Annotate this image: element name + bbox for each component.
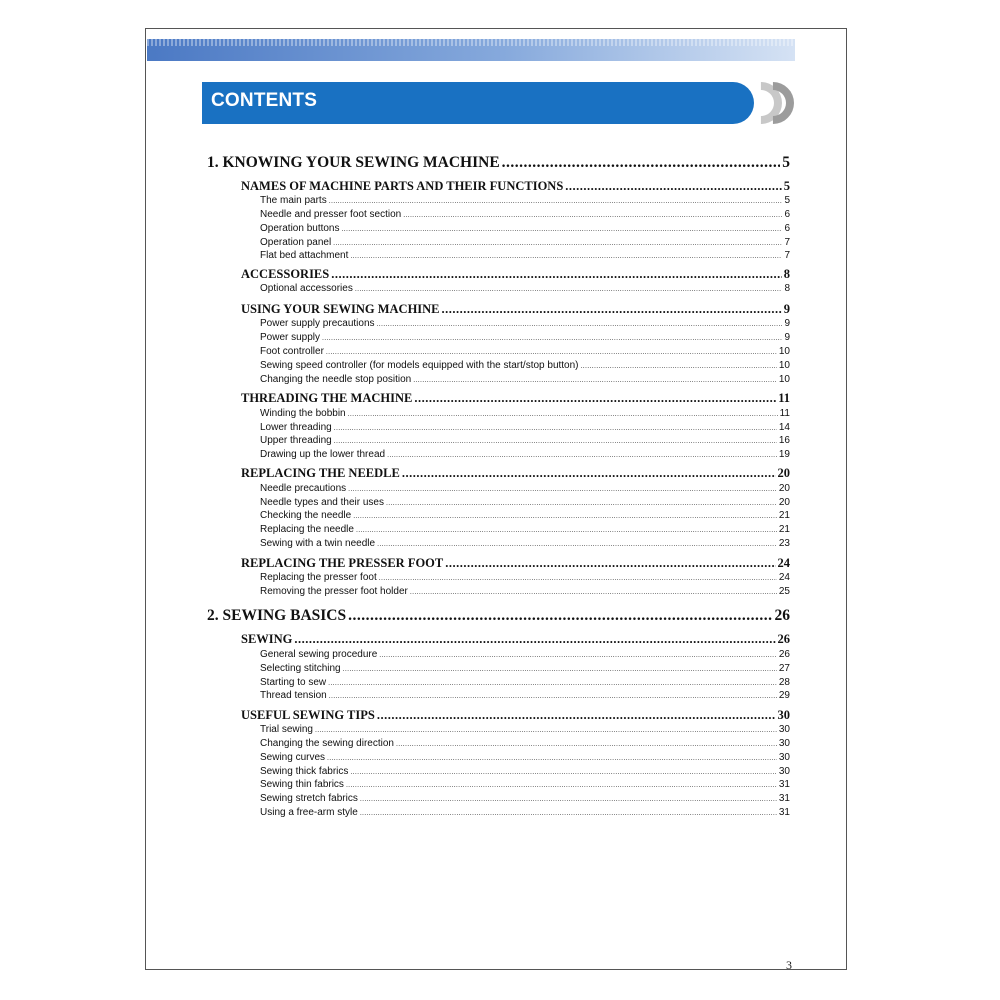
dot-leader xyxy=(356,524,777,535)
toc-entry-title: Drawing up the lower thread xyxy=(260,449,386,460)
toc-entry-title: THREADING THE MACHINE xyxy=(241,391,413,405)
toc-entry-title: The main parts xyxy=(260,195,327,206)
toc-item-row xyxy=(260,209,790,222)
toc-entry-page: 24 xyxy=(778,572,790,583)
toc-item-row xyxy=(260,422,790,435)
toc-item-row xyxy=(260,250,790,263)
toc-item-row xyxy=(260,483,790,496)
toc-entry-page: 7 xyxy=(784,250,790,261)
toc-entry-title: Needle types and their uses xyxy=(260,497,384,508)
toc-entry-title: Using a free-arm style xyxy=(260,807,358,818)
toc-entry-page: 20 xyxy=(778,497,790,508)
toc-entry-page: 10 xyxy=(778,346,790,357)
toc-entry-title: Power supply xyxy=(260,332,321,343)
toc-section-row xyxy=(241,708,790,723)
toc-entry-page: 5 xyxy=(784,195,790,206)
dot-leader xyxy=(387,449,777,460)
toc-item-row xyxy=(260,318,790,331)
toc-entry-page: 26 xyxy=(774,607,790,624)
toc-entry-page: 7 xyxy=(784,237,790,248)
toc-entry-title: 1. KNOWING YOUR SEWING MACHINE xyxy=(207,154,500,171)
toc-chapter-row xyxy=(207,607,790,625)
toc-entry-title: Sewing with a twin needle xyxy=(260,538,376,549)
toc-entry-title: Changing the sewing direction xyxy=(260,738,394,749)
dot-leader xyxy=(343,663,777,674)
dot-leader xyxy=(328,677,777,688)
toc-item-row xyxy=(260,779,790,792)
toc-section-row xyxy=(241,556,790,571)
dot-leader xyxy=(377,318,783,329)
dot-leader xyxy=(410,586,777,597)
toc-entry-page: 8 xyxy=(783,267,790,281)
toc-item-row xyxy=(260,237,790,250)
toc-entry-title: Upper threading xyxy=(260,435,332,446)
toc-entry-title: Changing the needle stop position xyxy=(260,374,412,385)
toc-entry-title: Operation panel xyxy=(260,237,332,248)
dot-leader xyxy=(403,209,782,220)
toc-entry-page: 21 xyxy=(778,524,790,535)
toc-entry-title: REPLACING THE NEEDLE xyxy=(241,466,400,480)
toc-entry-title: Winding the bobbin xyxy=(260,408,346,419)
toc-entry-page: 21 xyxy=(778,510,790,521)
toc-entry-title: Replacing the presser foot xyxy=(260,572,377,583)
dot-leader xyxy=(414,391,776,406)
dot-leader xyxy=(348,483,777,494)
toc-section-row xyxy=(241,632,790,647)
toc-item-row xyxy=(260,510,790,523)
toc-section-row xyxy=(241,302,790,317)
table-of-contents xyxy=(146,29,848,971)
toc-entry-title: Sewing speed controller (for models equipped with the start/stop button) xyxy=(260,360,579,371)
toc-entry-page: 6 xyxy=(784,223,790,234)
toc-item-row xyxy=(260,690,790,703)
toc-item-row xyxy=(260,663,790,676)
toc-entry-title: ACCESSORIES xyxy=(241,267,330,281)
toc-item-row xyxy=(260,497,790,510)
dot-leader xyxy=(377,538,777,549)
toc-item-row xyxy=(260,649,790,662)
toc-entry-page: 31 xyxy=(778,807,790,818)
dot-leader xyxy=(329,195,783,206)
toc-item-row xyxy=(260,374,790,387)
toc-entry-page: 26 xyxy=(777,632,790,646)
dot-leader xyxy=(350,766,777,777)
toc-item-row xyxy=(260,738,790,751)
toc-entry-page: 19 xyxy=(778,449,790,460)
dot-leader xyxy=(402,466,776,481)
toc-entry-title: Trial sewing xyxy=(260,724,313,735)
toc-entry-title: Sewing thick fabrics xyxy=(260,766,349,777)
dot-leader xyxy=(360,793,777,804)
toc-entry-page: 10 xyxy=(778,360,790,371)
dot-leader xyxy=(442,302,782,317)
toc-entry-title: Power supply precautions xyxy=(260,318,375,329)
dot-leader xyxy=(377,708,776,723)
toc-entry-title: SEWING xyxy=(241,632,293,646)
dot-leader xyxy=(379,649,777,660)
toc-entry-page: 10 xyxy=(778,374,790,385)
dot-leader xyxy=(315,724,777,735)
dot-leader xyxy=(326,346,777,357)
dot-leader xyxy=(350,250,782,261)
toc-entry-title: General sewing procedure xyxy=(260,649,378,660)
dot-leader xyxy=(329,690,777,701)
toc-entry-page: 27 xyxy=(778,663,790,674)
dot-leader xyxy=(334,435,777,446)
dot-leader xyxy=(581,360,777,371)
dot-leader xyxy=(348,607,772,625)
toc-section-row xyxy=(241,267,790,282)
toc-section-row xyxy=(241,391,790,406)
toc-entry-page: 11 xyxy=(779,408,790,419)
dot-leader xyxy=(331,267,782,282)
toc-entry-page: 24 xyxy=(777,556,790,570)
dot-leader xyxy=(327,752,777,763)
dot-leader xyxy=(353,510,777,521)
toc-entry-title: Foot controller xyxy=(260,346,324,357)
toc-entry-title: REPLACING THE PRESSER FOOT xyxy=(241,556,444,570)
toc-section-row xyxy=(241,466,790,481)
dot-leader xyxy=(360,807,777,818)
toc-item-row xyxy=(260,677,790,690)
toc-entry-page: 20 xyxy=(777,466,790,480)
toc-item-row xyxy=(260,752,790,765)
dot-leader xyxy=(348,408,778,419)
document-page xyxy=(145,28,847,970)
toc-entry-page: 25 xyxy=(778,586,790,597)
toc-entry-page: 6 xyxy=(784,209,790,220)
toc-entry-title: 2. SEWING BASICS xyxy=(207,607,347,624)
toc-entry-title: Thread tension xyxy=(260,690,327,701)
toc-item-row xyxy=(260,766,790,779)
toc-item-row xyxy=(260,195,790,208)
toc-item-row xyxy=(260,586,790,599)
toc-entry-title: Needle precautions xyxy=(260,483,347,494)
toc-item-row xyxy=(260,807,790,820)
toc-item-row xyxy=(260,524,790,537)
toc-item-row xyxy=(260,538,790,551)
toc-entry-title: Lower threading xyxy=(260,422,332,433)
toc-item-row xyxy=(260,360,790,373)
toc-entry-page: 11 xyxy=(778,391,790,405)
toc-item-row xyxy=(260,283,790,296)
dot-leader xyxy=(502,154,781,172)
dot-leader xyxy=(294,632,775,647)
dot-leader xyxy=(565,179,781,194)
toc-item-row xyxy=(260,724,790,737)
toc-entry-title: Selecting stitching xyxy=(260,663,341,674)
dot-leader xyxy=(322,332,782,343)
toc-item-row xyxy=(260,408,790,421)
toc-entry-title: Removing the presser foot holder xyxy=(260,586,408,597)
dot-leader xyxy=(333,237,782,248)
toc-entry-page: 31 xyxy=(778,779,790,790)
toc-item-row xyxy=(260,346,790,359)
toc-entry-page: 26 xyxy=(778,649,790,660)
dot-leader xyxy=(413,374,777,385)
toc-entry-page: 8 xyxy=(784,283,790,294)
page-title: CONTENTS xyxy=(211,90,318,111)
toc-entry-title: Optional accessories xyxy=(260,283,353,294)
toc-entry-page: 29 xyxy=(778,690,790,701)
toc-entry-title: Sewing thin fabrics xyxy=(260,779,344,790)
dot-leader xyxy=(355,283,783,294)
toc-entry-title: Needle and presser foot section xyxy=(260,209,402,220)
toc-entry-page: 5 xyxy=(783,179,790,193)
toc-section-row xyxy=(241,179,790,194)
dot-leader xyxy=(386,497,777,508)
toc-item-row xyxy=(260,449,790,462)
toc-entry-page: 23 xyxy=(778,538,790,549)
toc-entry-title: Sewing stretch fabrics xyxy=(260,793,358,804)
toc-entry-title: Replacing the needle xyxy=(260,524,354,535)
toc-entry-title: USEFUL SEWING TIPS xyxy=(241,708,375,722)
dot-leader xyxy=(396,738,777,749)
toc-entry-page: 9 xyxy=(784,332,790,343)
toc-item-row xyxy=(260,435,790,448)
toc-entry-page: 28 xyxy=(778,677,790,688)
toc-entry-title: NAMES OF MACHINE PARTS AND THEIR FUNCTIONS xyxy=(241,179,564,193)
toc-item-row xyxy=(260,223,790,236)
toc-entry-page: 30 xyxy=(778,766,790,777)
page-number: 3 xyxy=(786,958,792,972)
toc-entry-page: 9 xyxy=(784,318,790,329)
toc-item-row xyxy=(260,572,790,585)
toc-entry-title: Operation buttons xyxy=(260,223,340,234)
toc-entry-page: 16 xyxy=(778,435,790,446)
toc-entry-page: 31 xyxy=(778,793,790,804)
dot-leader xyxy=(346,779,777,790)
toc-entry-page: 20 xyxy=(778,483,790,494)
toc-entry-title: Sewing curves xyxy=(260,752,326,763)
dot-leader xyxy=(334,422,777,433)
toc-entry-title: Flat bed attachment xyxy=(260,250,349,261)
toc-entry-title: USING YOUR SEWING MACHINE xyxy=(241,302,440,316)
dot-leader xyxy=(342,223,783,234)
toc-entry-page: 30 xyxy=(778,724,790,735)
dot-leader xyxy=(445,556,775,571)
toc-entry-title: Starting to sew xyxy=(260,677,327,688)
toc-item-row xyxy=(260,332,790,345)
toc-entry-page: 30 xyxy=(778,738,790,749)
toc-entry-page: 5 xyxy=(782,154,790,171)
toc-entry-page: 9 xyxy=(783,302,790,316)
toc-chapter-row xyxy=(207,154,790,172)
toc-entry-page: 14 xyxy=(778,422,790,433)
toc-entry-page: 30 xyxy=(778,752,790,763)
dot-leader xyxy=(379,572,777,583)
toc-item-row xyxy=(260,793,790,806)
toc-entry-page: 30 xyxy=(777,708,790,722)
toc-entry-title: Checking the needle xyxy=(260,510,352,521)
